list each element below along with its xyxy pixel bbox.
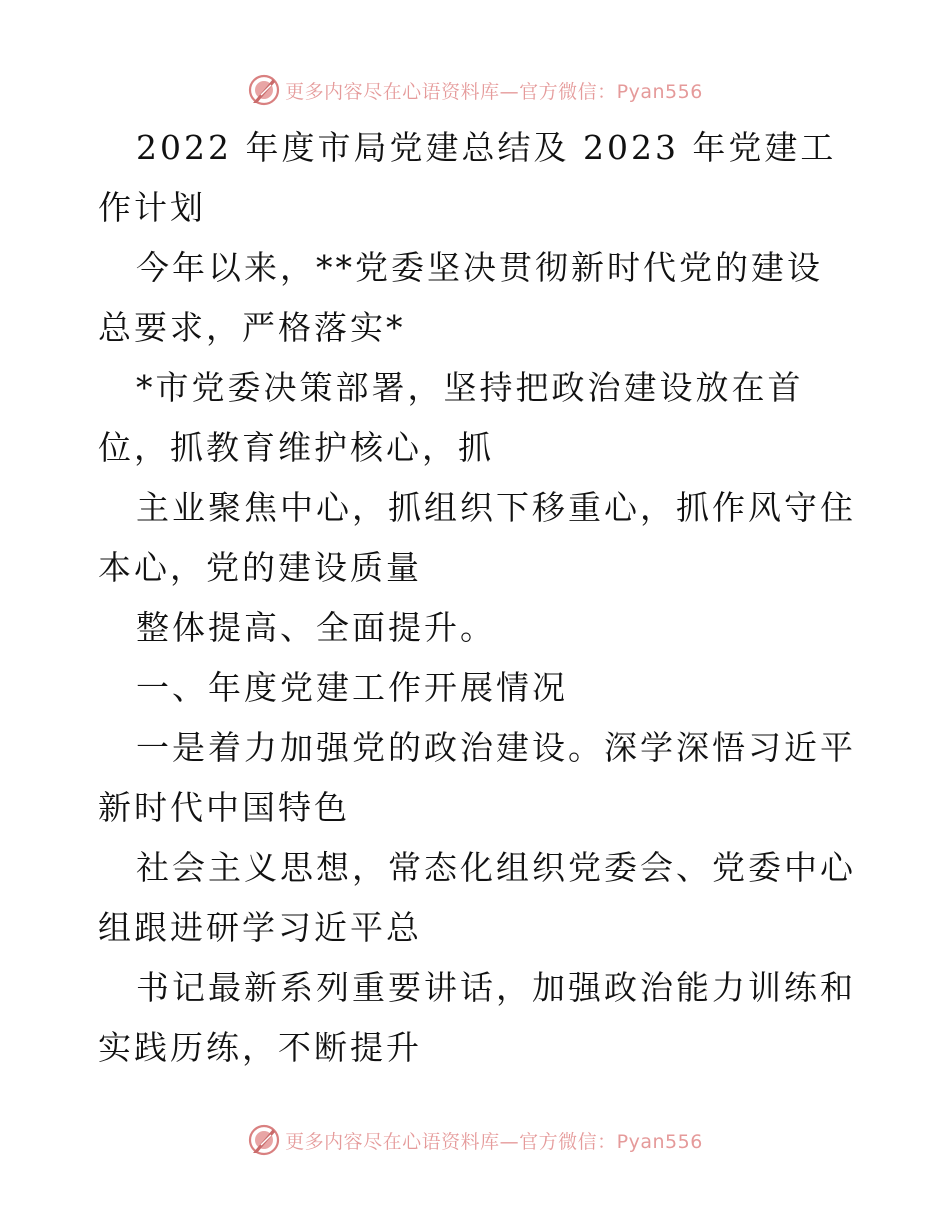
watermark-text: 更多内容尽在心语资料库—官方微信：Pyan556 xyxy=(285,80,703,103)
header-watermark xyxy=(0,70,950,110)
footer-watermark xyxy=(0,1120,950,1160)
paragraph: 整体提高、全面提升。 xyxy=(136,608,496,647)
document-body xyxy=(98,118,858,1078)
document-title: 2022 年度市局党建总结及 2023 年党建工作计划 xyxy=(98,128,837,227)
paragraph: 社会主义思想，常态化组织党委会、党委中心组跟进研学习近平总 xyxy=(98,848,856,947)
watermark-text: 更多内容尽在心语资料库—官方微信：Pyan556 xyxy=(285,1130,703,1153)
paragraph: 一是着力加强党的政治建设。深学深悟习近平新时代中国特色 xyxy=(98,728,856,827)
paragraph: 书记最新系列重要讲话，加强政治能力训练和实践历练，不断提升 xyxy=(98,968,856,1067)
paragraph: 今年以来，**党委坚决贯彻新时代党的建设总要求，严格落实* xyxy=(98,248,823,347)
quill-logo-icon xyxy=(247,73,281,107)
paragraph: *市党委决策部署，坚持把政治建设放在首位，抓教育维护核心，抓 xyxy=(98,368,804,467)
quill-logo-icon xyxy=(247,1123,281,1157)
section-heading: 一、年度党建工作开展情况 xyxy=(136,668,568,707)
paragraph: 主业聚焦中心，抓组织下移重心，抓作风守住本心，党的建设质量 xyxy=(98,488,856,587)
